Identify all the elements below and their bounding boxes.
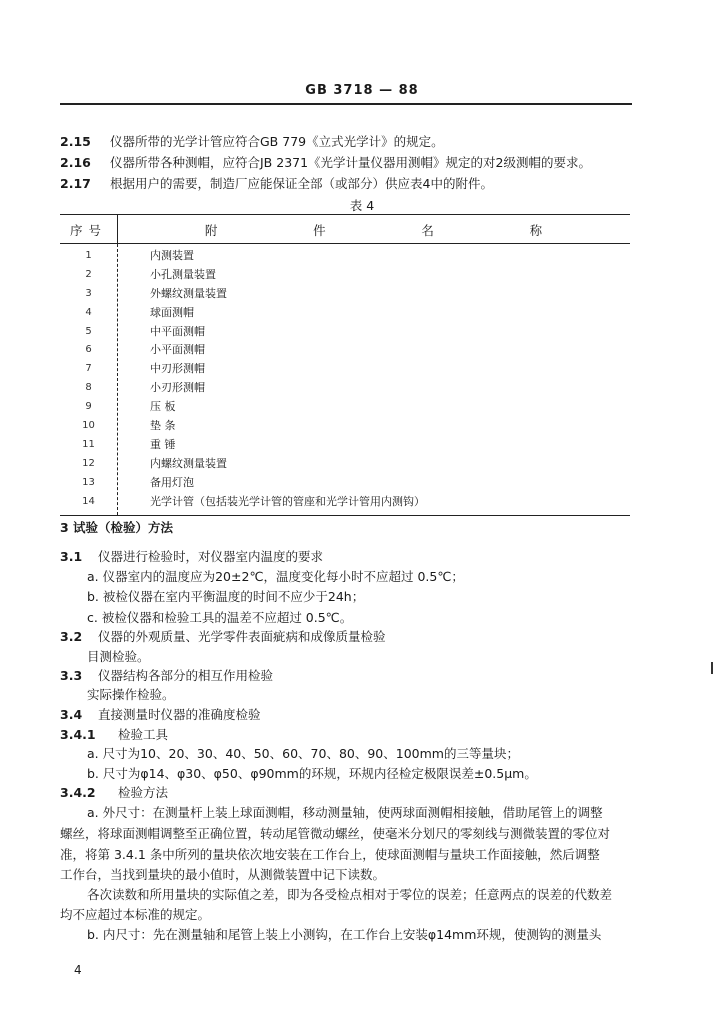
clause-number: 3.4.2 [60,785,96,800]
table-row [60,398,630,417]
scan-mark [711,662,713,674]
table-row [60,455,630,474]
clause-number: 3.4 [60,707,83,722]
row-value: 外螺纹测量装置 [150,286,227,300]
clause-3-4-2-a-line1: a. 外尺寸：在测量杆上装上球面测帽，移动测量轴，使两球面测帽相接触，借助尾管上的调整 [87,805,603,820]
clause-3-4-1-a: a. 尺寸为10、20、30、40、50、60、70、80、90、100mm的三等量块； [87,746,519,761]
row-number: 4 [85,306,92,318]
header-char: 名 [421,223,434,238]
clause-3-1-c: c. 被检仪器和检验工具的温差不应超过 0.5℃。 [87,610,353,625]
table-row [60,493,630,512]
clause-text: 仪器结构各部分的相互作用检验 [98,668,274,683]
clause-3-4-2-a-line2: 螺丝，将球面测帽调整至正确位置，转动尾管微动螺丝，使毫米分划尺的零刻线与测微装置的零位对 [60,826,611,841]
table-row [60,436,630,455]
row-number: 2 [85,268,92,280]
clause-3-4-2-b: b. 内尺寸：先在测量轴和尾管上装上小测钩，在工作台上安装φ14mm环规，使测钩的测量头 [87,927,602,942]
section-3-title: 3 试验（检验）方法 [60,520,174,535]
header-seq: 序号 [69,223,107,238]
clause-text: 仪器所带的光学计管应符合GB 779《立式光学计》的规定。 [110,134,444,149]
clause-2-16 [60,154,591,172]
row-value: 备用灯泡 [150,475,194,489]
row-value: 压 板 [150,400,176,414]
table-body [60,244,630,515]
row-value: 中刃形测帽 [150,362,205,376]
clause-text: 仪器所带各种测帽，应符合JB 2371《光学计量仪器用测帽》规定的对2级测帽的要求。 [110,155,592,170]
header-rule [60,103,632,105]
table-row [60,323,630,342]
clause-number: 3.4.1 [60,727,96,742]
clause-3-3 [60,667,273,685]
row-value: 小平面测帽 [150,343,205,357]
row-value: 内测装置 [150,249,194,262]
clause-3-4-2-a2-line1: 各次读数和所用量块的实际值之差，即为各受检点相对于零位的误差；任意两点的误差的代数差 [87,887,613,902]
table-title: 表 4 [349,198,375,213]
row-value: 中平面测帽 [150,324,205,338]
clause-3-4-1-b: b. 尺寸为φ14、φ30、φ50、φ90mm的环规，环规内径检定极限误差±0.5μm。 [87,766,537,781]
clause-3-1 [60,548,323,566]
clause-2-17 [60,175,493,193]
clause-3-4-2-a2-line2: 均不应超过本标准的规定。 [60,907,211,922]
clause-3-2-body: 目测检验。 [87,649,150,664]
clause-number: 3.3 [60,668,83,683]
row-value: 小孔测量装置 [150,267,216,281]
row-number: 3 [85,287,92,299]
clause-3-4-1 [60,726,168,744]
clause-number: 2.16 [60,155,91,170]
clause-text: 仪器的外观质量、光学零件表面疵病和成像质量检验 [98,629,386,644]
clause-3-4-2-a-line3: 准，将第 3.4.1 条中所列的量块依次地安装在工作台上，使球面测帽与量块工作面接触，然后调整 [60,847,600,862]
clause-number: 3.2 [60,629,83,644]
table-row [60,379,630,398]
clause-2-15 [60,133,444,151]
row-number: 8 [85,382,92,394]
row-number: 10 [82,420,95,432]
header-char: 件 [313,223,326,238]
row-value: 内螺纹测量装置 [150,456,227,470]
clause-3-4-2-a-line4: 工作台，当找到量块的最小值时，从测微装置中记下读数。 [60,867,386,882]
header-char: 附 [204,223,218,238]
table-row [60,474,630,493]
clause-text: 检验工具 [118,727,169,742]
clause-3-3-body: 实际操作检验。 [87,687,175,702]
clause-number: 2.17 [60,176,91,191]
clause-3-1-a: a. 仪器室内的温度应为20±2℃，温度变化每小时不应超过 0.5℃； [87,569,464,584]
row-value: 垫 条 [150,419,176,433]
row-value: 球面测帽 [150,305,194,319]
clause-text: 仪器进行检验时，对仪器室内温度的要求 [98,549,324,564]
row-number: 13 [82,476,95,488]
standard-code-header: GB 3718 — 88 [305,83,419,98]
table-row [60,304,630,323]
row-number: 12 [82,457,95,469]
table-row [60,360,630,379]
row-number: 1 [85,250,92,261]
row-number: 5 [85,325,92,337]
table-row [60,285,630,304]
header-name [117,221,630,239]
clause-number: 2.15 [60,134,91,149]
header-char: 称 [529,223,543,238]
clause-3-4 [60,706,261,724]
row-number: 7 [85,363,92,375]
row-number: 11 [82,438,95,450]
accessories-table [60,214,630,516]
clause-3-2 [60,628,386,646]
clause-text: 检验方法 [118,785,169,800]
row-value: 小刃形测帽 [150,381,205,395]
clause-3-1-b: b. 被检仪器在室内平衡温度的时间不应少于24h； [87,589,365,604]
row-value: 光学计管（包括装光学计管的管座和光学计管用内测钩） [150,494,425,508]
page-number: 4 [74,963,82,977]
row-number: 6 [85,344,92,356]
clause-number: 3.1 [60,549,83,564]
clause-3-4-2 [60,784,168,802]
row-number: 14 [82,495,95,507]
row-number: 9 [85,401,92,413]
row-value: 重 锤 [150,437,176,451]
table-header-row [60,215,630,244]
table-row [60,341,630,360]
table-row [60,247,630,266]
clause-text: 直接测量时仪器的准确度检验 [98,707,261,722]
clause-text: 根据用户的需要，制造厂应能保证全部（或部分）供应表4中的附件。 [110,176,493,191]
table-row [60,417,630,436]
table-row [60,266,630,285]
